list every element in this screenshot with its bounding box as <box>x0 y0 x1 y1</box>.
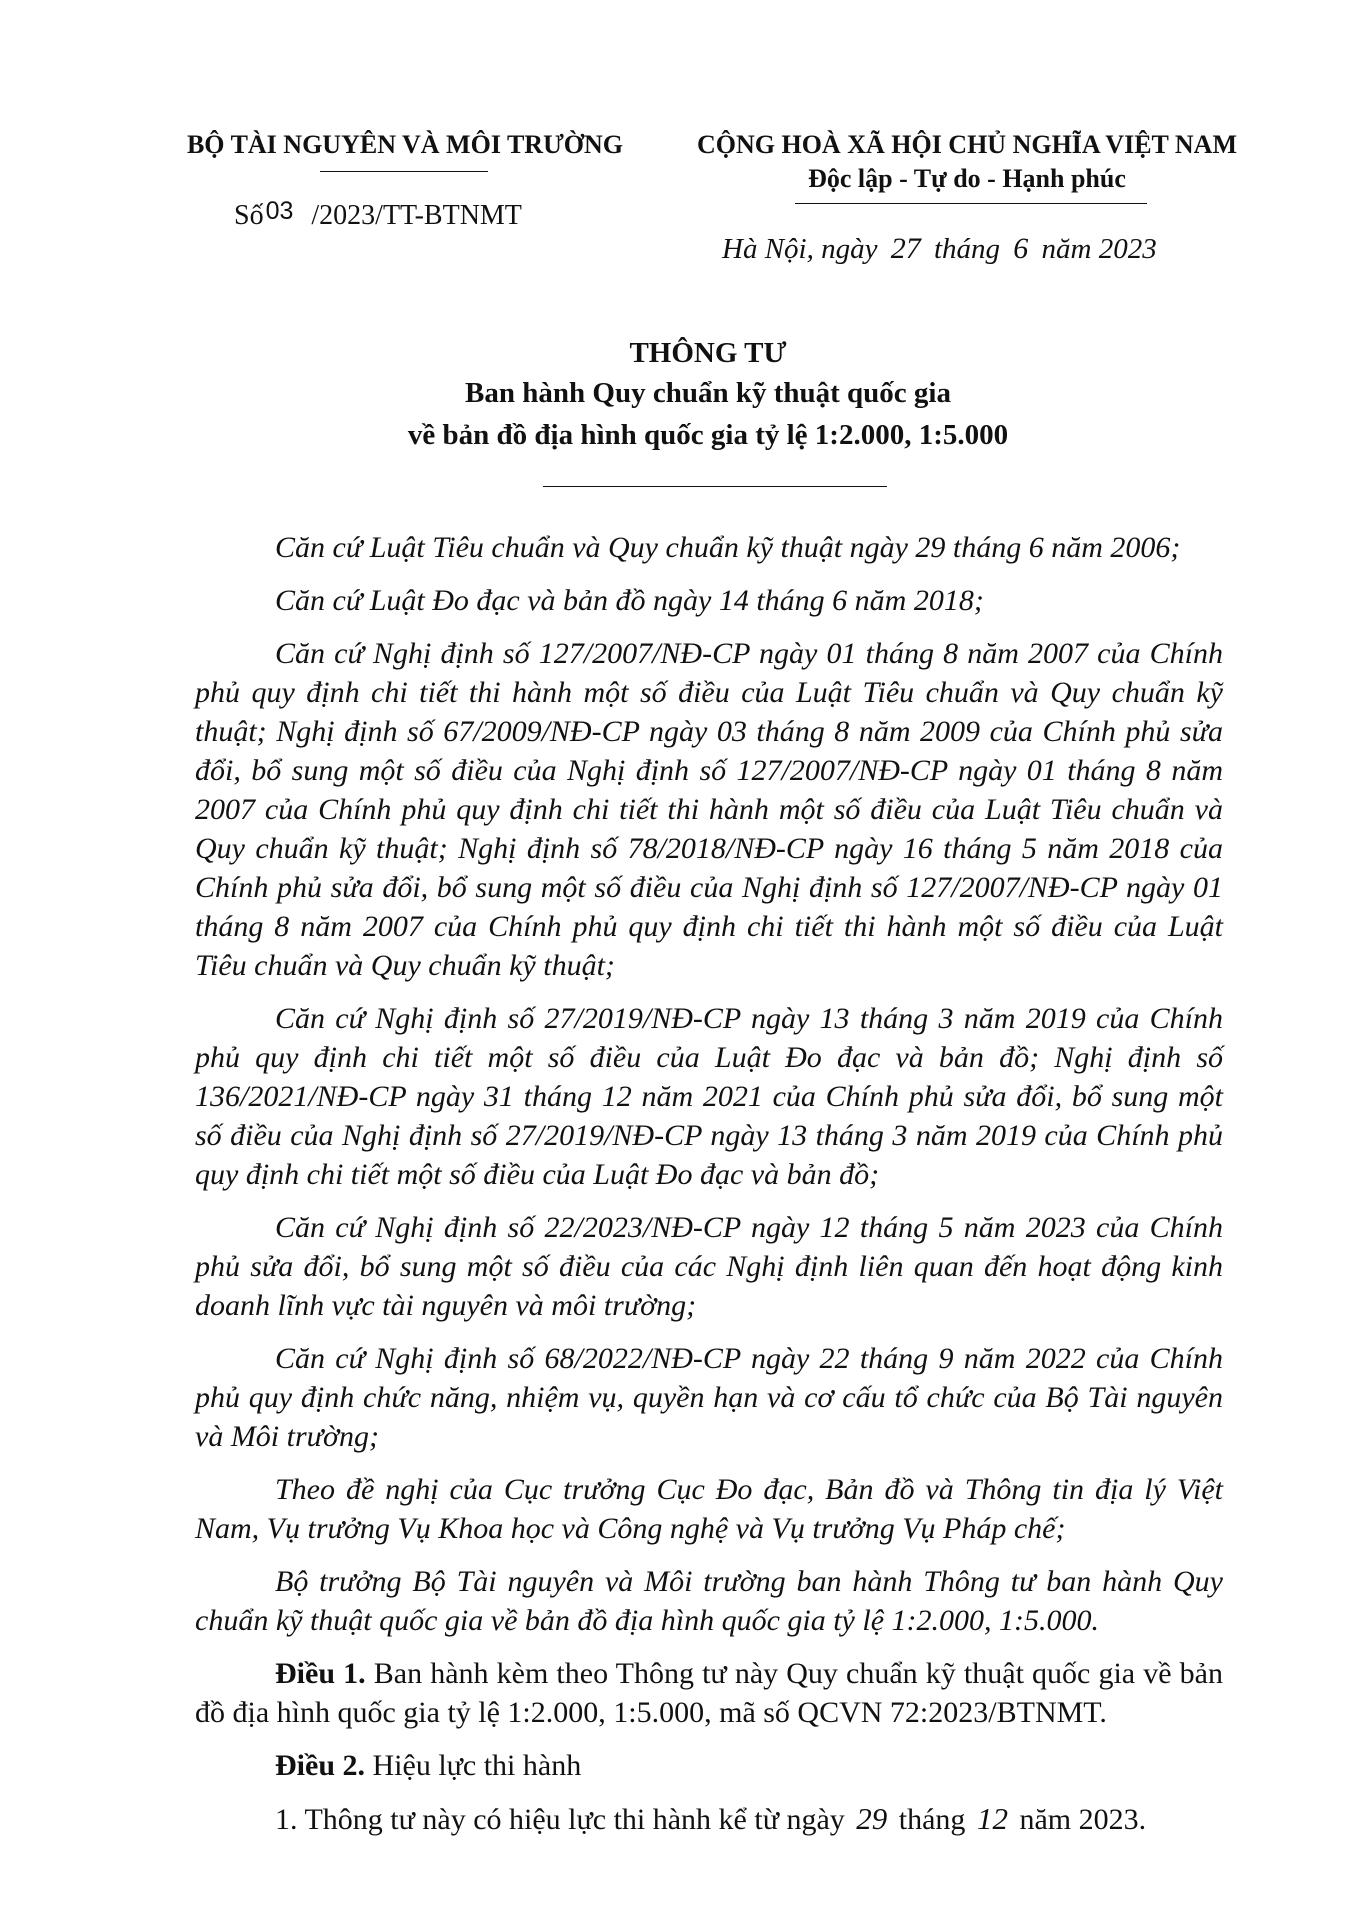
ministry-underline <box>320 171 488 172</box>
article-1-text: Ban hành kèm theo Thông tư này Quy chuẩn kỹ thuật quốc gia về bản đồ địa hình quốc gia tỷ lệ 1:2.000, 1:5.000, mã số QCVN 72:2023/BTNMT. <box>195 1657 1223 1729</box>
article-2-label: Điều 2. <box>275 1749 365 1782</box>
title-block <box>160 334 1256 456</box>
national-header <box>672 128 1262 196</box>
date-year: năm 2023 <box>1041 233 1157 265</box>
preamble-paragraph: Căn cứ Luật Tiêu chuẩn và Quy chuẩn kỹ thuật ngày 29 tháng 6 năm 2006; <box>275 531 1181 564</box>
article-2-text: Hiệu lực thi hành <box>365 1749 582 1782</box>
national-motto: Độc lập - Tự do - Hạnh phúc <box>808 164 1126 193</box>
ministry-name: BỘ TÀI NGUYÊN VÀ MÔI TRƯỜNG <box>186 130 624 159</box>
doc-number-prefix: Số <box>234 200 264 231</box>
nation-name: CỘNG HOÀ XÃ HỘI CHỦ NGHĨA VIỆT NAM <box>696 130 1238 159</box>
preamble-paragraph: Căn cứ Nghị định số 27/2019/NĐ-CP ngày 13 tháng 3 năm 2019 của Chính phủ quy định chi tiết một số điều của Luật Đo đạc và bản đồ; Nghị định số 136/2021/NĐ-CP ngày 31 tháng 12 năm 2021 của Chính phủ sửa đổi, bổ sung một số điều của Nghị định số 27/2019/NĐ-CP ngày 13 tháng 3 năm 2019 của Chính phủ quy định chi tiết một số điều của Luật Đo đạc và bản đồ; <box>195 1002 1223 1191</box>
clause-1-month-label: tháng <box>898 1803 966 1836</box>
document-body <box>195 528 1223 1853</box>
date-prefix: Hà Nội, ngày <box>722 233 878 265</box>
effective-day: 29 <box>856 1801 888 1836</box>
effective-month: 12 <box>976 1801 1008 1836</box>
doc-number-suffix: /2023/TT-BTNMT <box>311 200 522 231</box>
issue-date <box>722 232 1157 266</box>
article-1 <box>195 1654 1223 1732</box>
document-number <box>234 197 522 232</box>
issuer-block <box>160 128 650 162</box>
article-2-clause-1 <box>195 1799 1223 1839</box>
article-2 <box>195 1746 1223 1785</box>
document-type: THÔNG TƯ <box>629 337 787 369</box>
clause-1-suffix: năm 2023. <box>1019 1803 1147 1836</box>
date-month: 6 <box>1013 232 1029 265</box>
motto-underline <box>795 203 1147 204</box>
preamble-paragraph: Căn cứ Nghị định số 68/2022/NĐ-CP ngày 22 tháng 9 năm 2022 của Chính phủ quy định chức năng, nhiệm vụ, quyền hạn và cơ cấu tổ chức của Bộ Tài nguyên và Môi trường; <box>195 1342 1223 1453</box>
article-1-label: Điều 1. <box>275 1657 366 1690</box>
title-line-1: Ban hành Quy chuẩn kỹ thuật quốc gia <box>465 377 951 409</box>
date-day: 27 <box>890 232 921 265</box>
preamble-paragraph: Bộ trưởng Bộ Tài nguyên và Môi trường ban hành Thông tư ban hành Quy chuẩn kỹ thuật quốc gia về bản đồ địa hình quốc gia tỷ lệ 1:2.000, 1:5.000. <box>195 1565 1223 1637</box>
title-underline <box>543 486 887 487</box>
doc-number-handwritten: 03 <box>265 197 294 225</box>
preamble-paragraph: Căn cứ Nghị định số 22/2023/NĐ-CP ngày 12 tháng 5 năm 2023 của Chính phủ sửa đổi, bổ sung một số điều của các Nghị định liên quan đến hoạt động kinh doanh lĩnh vực tài nguyên và môi trường; <box>195 1211 1223 1322</box>
preamble-paragraph: Căn cứ Nghị định số 127/2007/NĐ-CP ngày 01 tháng 8 năm 2007 của Chính phủ quy định chi tiết thi hành một số điều của Luật Tiêu chuẩn và Quy chuẩn kỹ thuật; Nghị định số 67/2009/NĐ-CP ngày 03 tháng 8 năm 2009 của Chính phủ sửa đổi, bổ sung một số điều của Nghị định số 127/2007/NĐ-CP ngày 01 tháng 8 năm 2007 của Chính phủ quy định chi tiết thi hành một số điều của Luật Tiêu chuẩn và Quy chuẩn kỹ thuật; Nghị định số 78/2018/NĐ-CP ngày 16 tháng 5 năm 2018 của Chính phủ sửa đổi, bổ sung một số điều của Nghị định số 127/2007/NĐ-CP ngày 01 tháng 8 năm 2007 của Chính phủ quy định chi tiết thi hành một số điều của Luật Tiêu chuẩn và Quy chuẩn kỹ thuật; <box>195 637 1223 982</box>
preamble-paragraph: Căn cứ Luật Đo đạc và bản đồ ngày 14 tháng 6 năm 2018; <box>275 584 984 617</box>
clause-1-prefix: 1. Thông tư này có hiệu lực thi hành kể từ ngày <box>275 1803 845 1836</box>
date-month-label: tháng <box>933 233 1001 265</box>
preamble-paragraph: Theo đề nghị của Cục trưởng Cục Đo đạc, Bản đồ và Thông tin địa lý Việt Nam, Vụ trưởng Vụ Khoa học và Công nghệ và Vụ trưởng Vụ Pháp chế; <box>195 1473 1223 1545</box>
title-line-2: về bản đồ địa hình quốc gia tỷ lệ 1:2.000, 1:5.000 <box>407 419 1009 451</box>
